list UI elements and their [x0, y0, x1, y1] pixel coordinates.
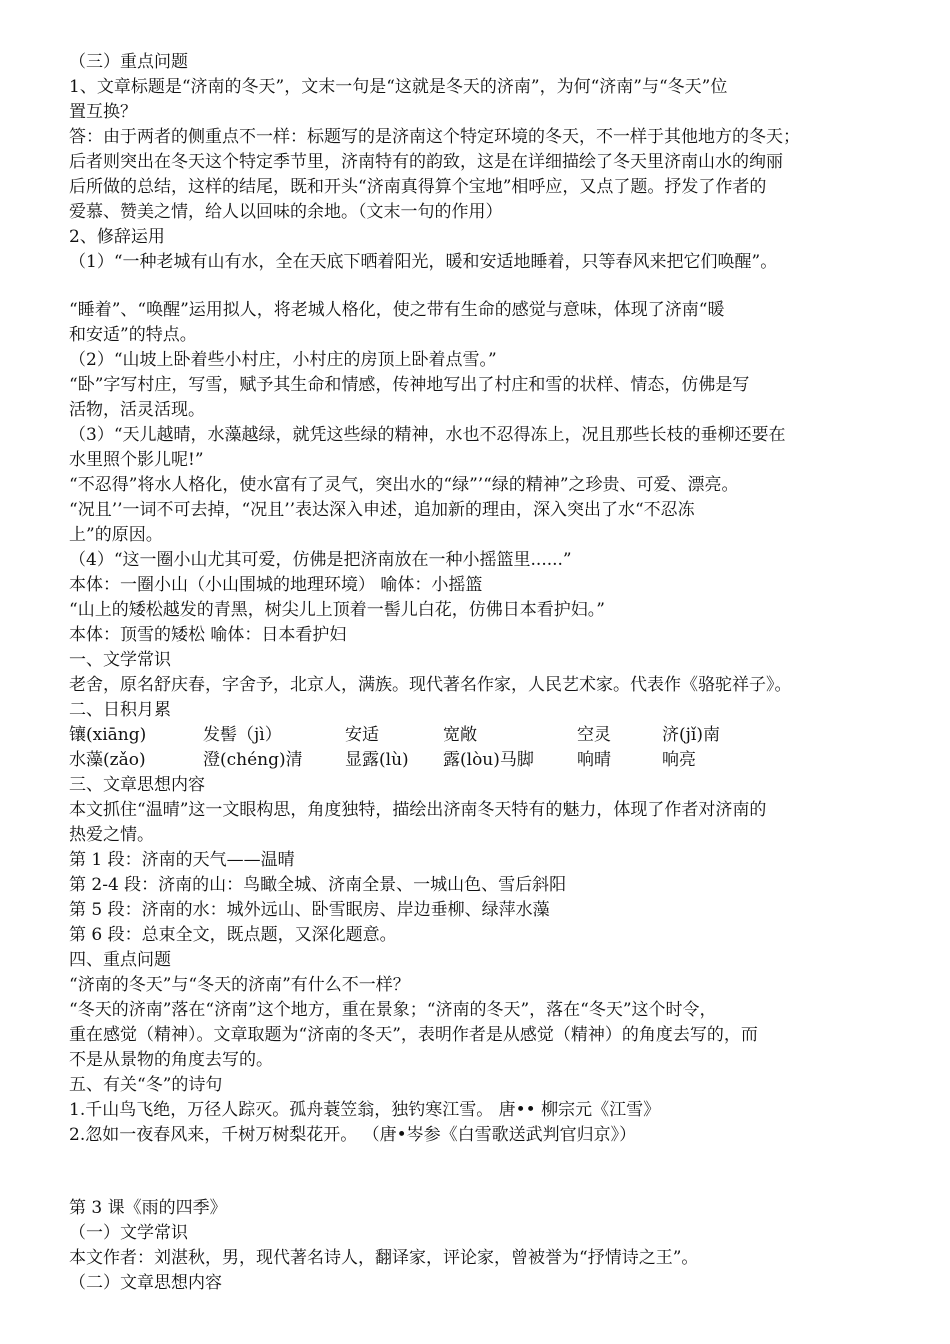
- paragraph-text: “不忍得”将水人格化，使水富有了灵气，突出水的“绿”’“绿的精神”之珍贵、可爱、漂亮。: [69, 475, 739, 495]
- section-heading: 五、有关“冬”的诗句: [69, 1075, 223, 1095]
- quote-text: “山上的矮松越发的青黑，树尖儿上顶着一髻儿白花，仿佛日本看护妇。”: [69, 600, 605, 620]
- paragraph-text: 重在感觉（精神）。文章取题为“济南的冬天”，表明作者是从感觉（精神）的角度去写的，而: [69, 1025, 758, 1045]
- vocab-item: 响晴: [577, 750, 611, 770]
- paragraph-text: 第 6 段：总束全文，既点题，又深化题意。: [69, 925, 397, 945]
- poem-line: 1.千山鸟飞绝，万径人踪灭。孤舟蓑笠翁，独钓寒江雪。 唐•• 柳宗元《江雪》: [69, 1100, 661, 1120]
- section-heading: （一）文学常识: [69, 1223, 188, 1243]
- vocab-item: 响亮: [662, 750, 696, 770]
- paragraph-text: 不是从景物的角度去写的。: [69, 1050, 273, 1070]
- vocab-item: 澄(chéng)清: [203, 750, 303, 770]
- paragraph-text: “况且’’一词不可去掉，“况且’’表达深入申述，追加新的理由，深入突出了水“不忍冻: [69, 500, 695, 520]
- vocab-item: 发髻（jì）: [203, 725, 282, 745]
- answer-text: 后者则突出在冬天这个特定季节里，济南特有的韵致，这是在详细描绘了冬天里济南山水的绚丽: [69, 152, 783, 172]
- vocab-item: 济(jǐ)南: [662, 725, 720, 745]
- vocab-item: 水藻(zǎo): [69, 750, 146, 770]
- section-heading: 一、文学常识: [69, 650, 171, 670]
- quote-text: （1）“一种老城有山有水，全在天底下晒着阳光，暖和安适地睡着，只等春风来把它们唤醒”。: [69, 252, 778, 272]
- vocab-item: 空灵: [577, 725, 611, 745]
- section-heading: 四、重点问题: [69, 950, 171, 970]
- quote-text: 水里照个影儿呢!”: [69, 450, 204, 470]
- paragraph-text: “睡着”、“唤醒”运用拟人，将老城人格化，使之带有生命的感觉与意味，体现了济南“暖: [69, 300, 725, 320]
- paragraph-text: 本文作者：刘湛秋，男，现代著名诗人，翻译家，评论家，曾被誉为“抒情诗之王”。: [69, 1248, 699, 1268]
- paragraph-text: 本文抓住“温晴”这一文眼构思，角度独特，描绘出济南冬天特有的魅力，体现了作者对济南的: [69, 800, 767, 820]
- paragraph-text: “卧”字写村庄，写雪，赋予其生命和情感，传神地写出了村庄和雪的状样、情态，仿佛是写: [69, 375, 750, 395]
- lesson-title: 第 3 课《雨的四季》: [69, 1198, 227, 1218]
- poem-line: 2.忽如一夜春风来，千树万树梨花开。 （唐•岑参《白雪歌送武判官归京》）: [69, 1125, 637, 1145]
- vocab-item: 宽敞: [443, 725, 477, 745]
- vocab-row: [69, 723, 899, 747]
- vocab-row: [69, 748, 899, 772]
- vocab-item: 显露(lù): [345, 750, 409, 770]
- section-heading: 2、修辞运用: [69, 227, 165, 247]
- paragraph-text: 活物，活灵活现。: [69, 400, 205, 420]
- quote-text: （2）“山坡上卧着些小村庄，小村庄的房顶上卧着点雪。”: [69, 350, 497, 370]
- paragraph-text: 热爱之情。: [69, 825, 154, 845]
- question-text: “济南的冬天”与“冬天的济南”有什么不一样？: [69, 975, 410, 995]
- paragraph-text: 和安适”的特点。: [69, 325, 197, 345]
- paragraph-text: 本体：一圈小山（小山围城的地理环境） 喻体：小摇篮: [69, 575, 483, 595]
- paragraph-text: 本体：顶雪的矮松 喻体：日本看护妇: [69, 625, 347, 645]
- paragraph-text: 老舍，原名舒庆春，字舍予，北京人，满族。现代著名作家，人民艺术家。代表作《骆驼祥子》。: [69, 675, 792, 695]
- vocab-item: 安适: [345, 725, 379, 745]
- vocab-item: 镶(xiāng): [69, 725, 147, 745]
- question-text: 置互换？: [69, 102, 137, 122]
- paragraph-text: 第 1 段：济南的天气——温晴: [69, 850, 295, 870]
- paragraph-text: 上”的原因。: [69, 525, 163, 545]
- vocab-item: 露(lòu)马脚: [443, 750, 534, 770]
- answer-text: 爱慕、赞美之情，给人以回味的余地。（文末一句的作用）: [69, 202, 503, 222]
- section-heading: （二）文章思想内容: [69, 1273, 222, 1293]
- quote-text: （4）“这一圈小山尤其可爱，仿佛是把济南放在一种小摇篮里......”: [69, 550, 572, 570]
- answer-text: 后所做的总结，这样的结尾，既和开头“济南真得算个宝地”相呼应，又点了题。抒发了作者的: [69, 177, 767, 197]
- quote-text: （3）“天儿越晴，水藻越绿，就凭这些绿的精神，水也不忍得冻上，况且那些长枝的垂柳还要在: [69, 425, 786, 445]
- section-heading: （三）重点问题: [69, 52, 188, 72]
- paragraph-text: 第 5 段：济南的水：城外远山、卧雪眠房、岸边垂柳、绿萍水藻: [69, 900, 550, 920]
- section-heading: 三、文章思想内容: [69, 775, 205, 795]
- paragraph-text: 第 2-4 段：济南的山：鸟瞰全城、济南全景、一城山色、雪后斜阳: [69, 875, 567, 895]
- question-text: 1、文章标题是“济南的冬天”，文末一句是“这就是冬天的济南”，为何“济南”与“冬天”位: [69, 77, 728, 97]
- paragraph-text: “冬天的济南”落在“济南”这个地方，重在景象；“济南的冬天”，落在“冬天”这个时令，: [69, 1000, 717, 1020]
- answer-text: 答：由于两者的侧重点不一样：标题写的是济南这个特定环境的冬天，不一样于其他地方的冬天；: [69, 127, 800, 147]
- section-heading: 二、日积月累: [69, 700, 171, 720]
